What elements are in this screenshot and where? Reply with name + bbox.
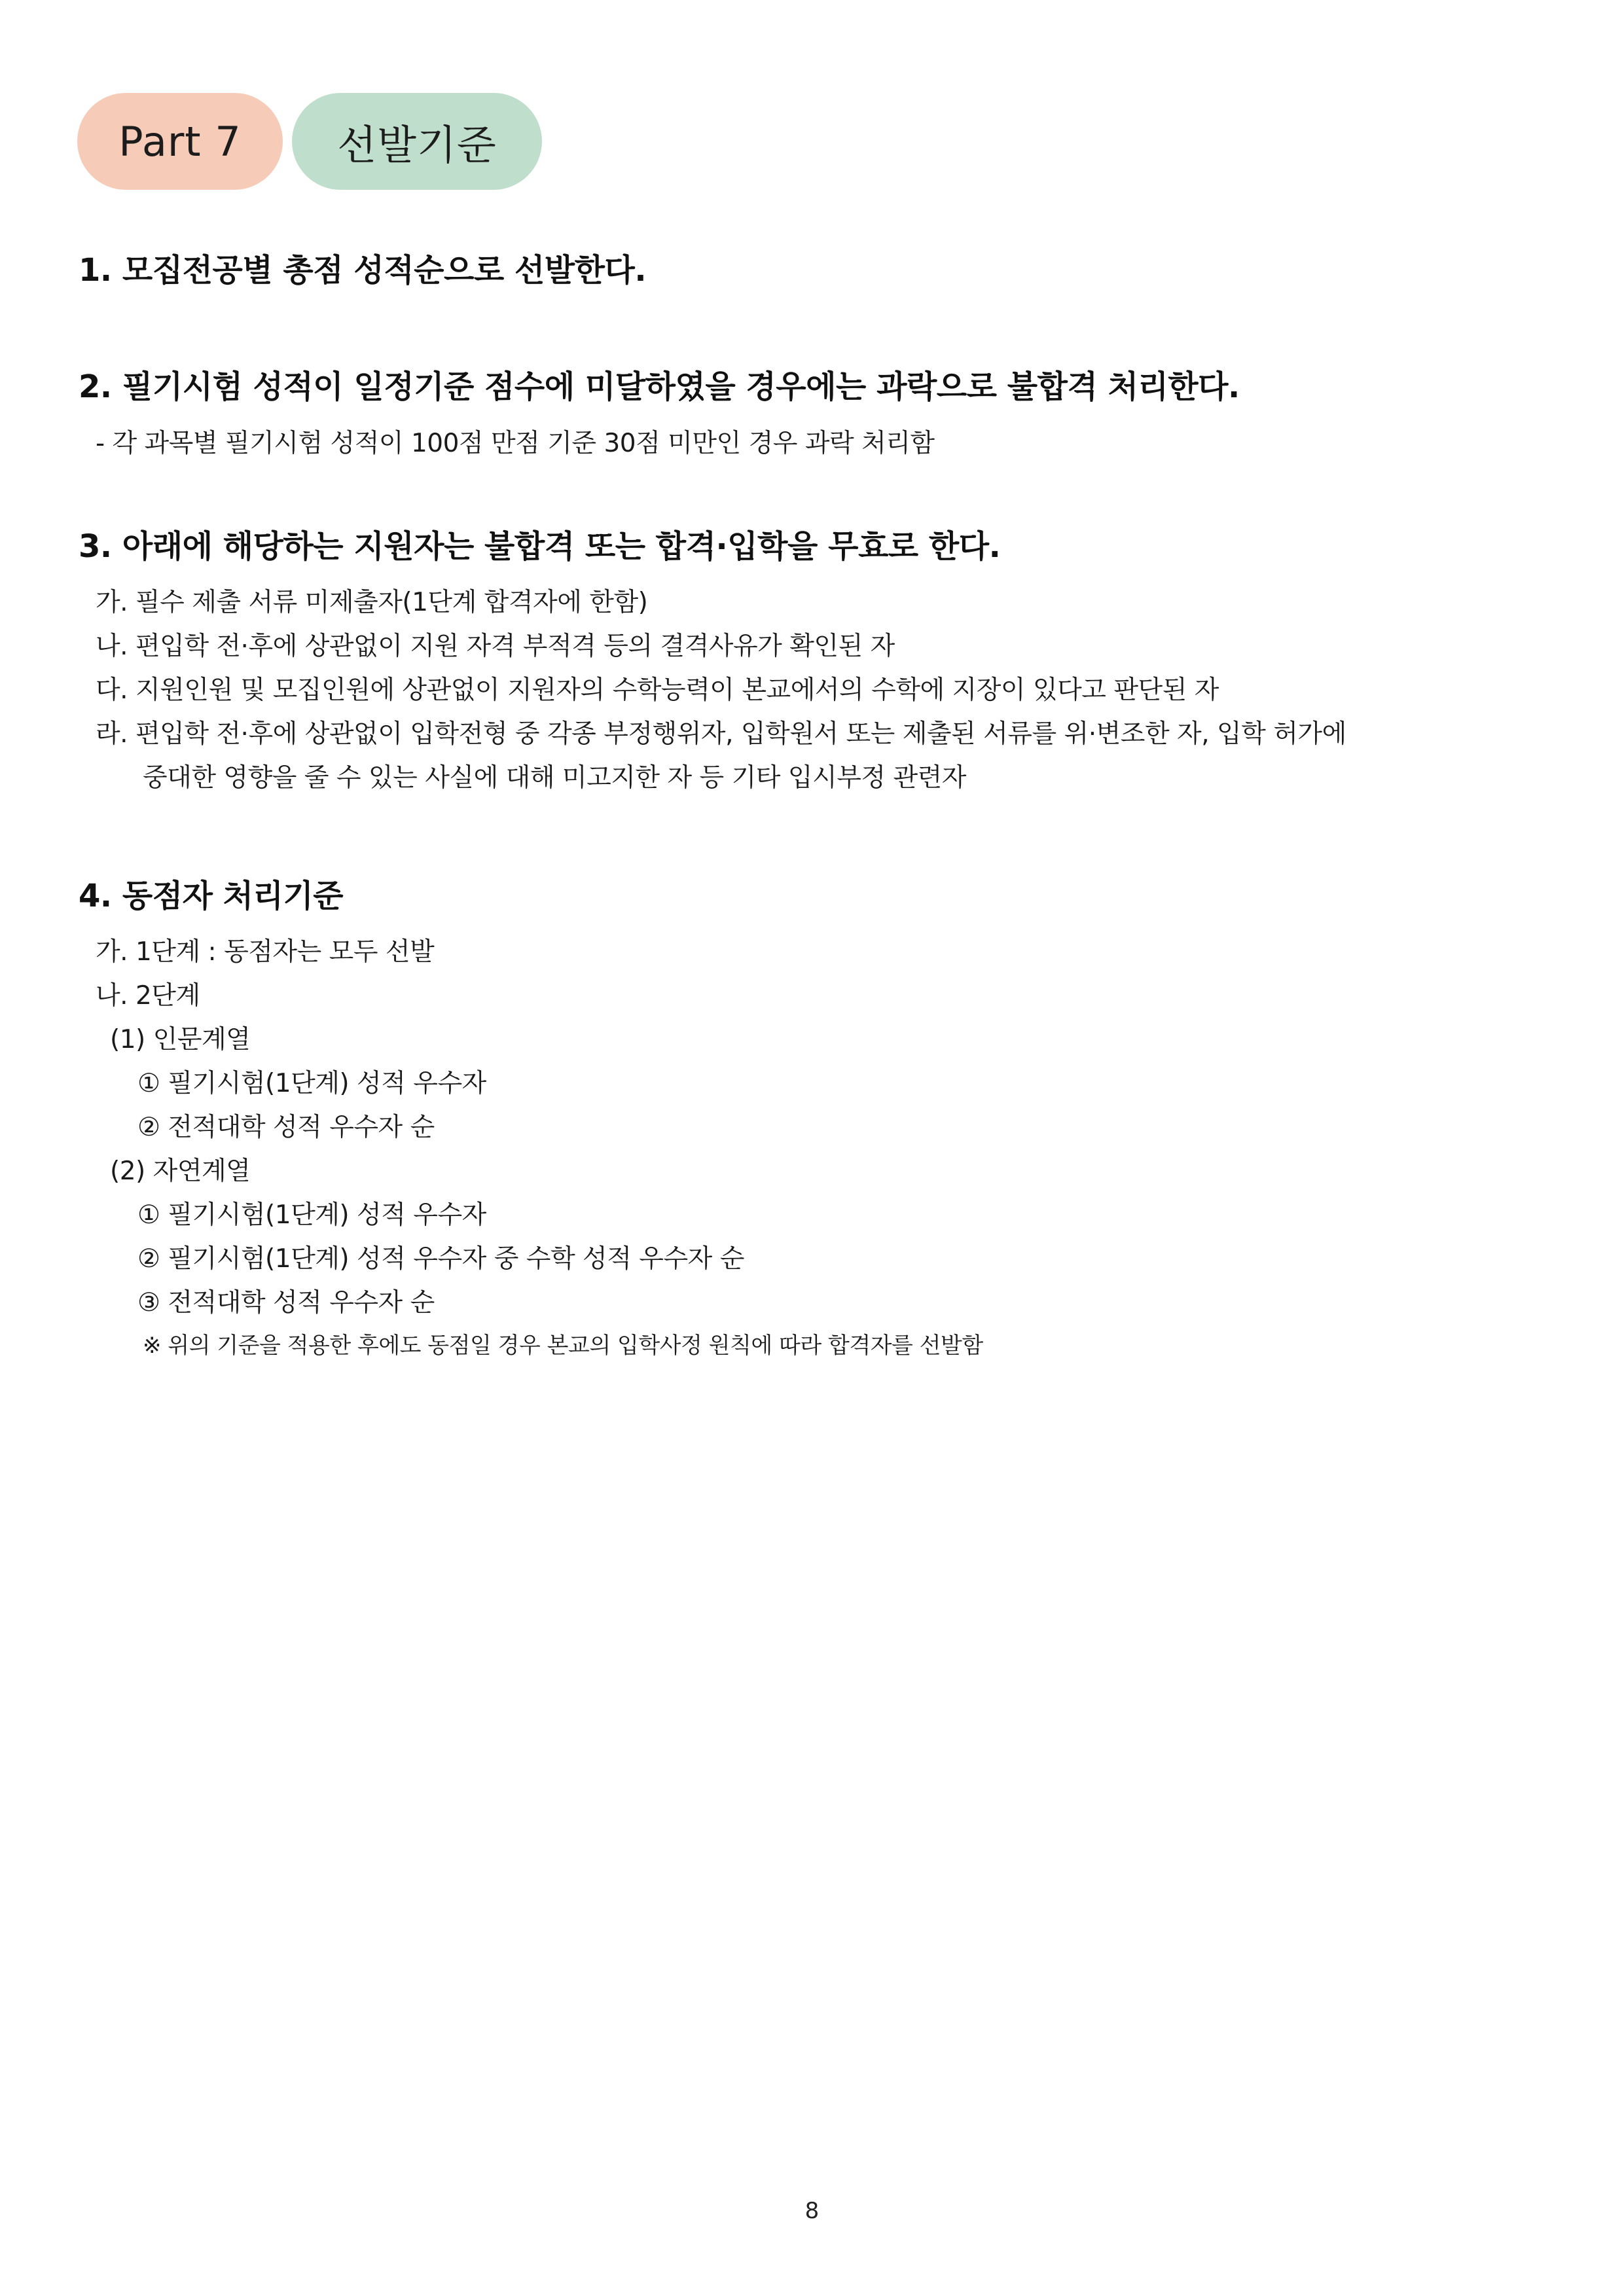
disqualification-item: 다. 지원인원 및 모집인원에 상관없이 지원자의 수학능력이 본교에서의 수학에 지장이 있다고 판단된 자 xyxy=(96,675,1219,705)
criterion-3-heading: 3. 아래에 해당하는 지원자는 불합격 또는 합격·입학을 무효로 한다. xyxy=(79,528,1001,565)
part-badge: Part 7 xyxy=(77,93,283,190)
tiebreak-stage-2: 나. 2단계 xyxy=(96,981,200,1011)
disqualification-item: 나. 편입학 전·후에 상관없이 지원 자격 부적격 등의 결격사유가 확인된 자 xyxy=(96,632,895,661)
science-label: (2) 자연계열 xyxy=(110,1157,251,1186)
humanities-rule: ① 필기시험(1단계) 성적 우수자 xyxy=(137,1069,486,1098)
criterion-4-heading: 4. 동점자 처리기준 xyxy=(79,878,344,914)
humanities-label: (1) 인문계열 xyxy=(110,1025,251,1054)
tiebreak-stage-1: 가. 1단계 : 동점자는 모두 선발 xyxy=(96,937,435,967)
disqualification-item: 라. 편입학 전·후에 상관없이 입학전형 중 각종 부정행위자, 입학원서 또는 제출된 서류를 위·변조한 자, 입학 허가에 xyxy=(96,719,1346,749)
section-title-badge: 선발기준 xyxy=(292,93,542,190)
page-number: 8 xyxy=(804,2198,820,2224)
section-header xyxy=(77,93,542,190)
criterion-2-note: - 각 과목별 필기시험 성적이 100점 만점 기준 30점 미만인 경우 과락 처리함 xyxy=(96,429,935,458)
tiebreak-footnote: ※ 위의 기준을 적용한 후에도 동점일 경우 본교의 입학사정 원칙에 따라 합격자를 선발함 xyxy=(143,1333,983,1359)
science-rule: ② 필기시험(1단계) 성적 우수자 중 수학 성적 우수자 순 xyxy=(137,1244,744,1274)
humanities-rule: ② 전적대학 성적 우수자 순 xyxy=(137,1113,435,1142)
criterion-2-heading: 2. 필기시험 성적이 일정기준 점수에 미달하였을 경우에는 과락으로 불합격 처리한다. xyxy=(79,368,1240,405)
disqualification-item: 가. 필수 제출 서류 미제출자(1단계 합격자에 한함) xyxy=(96,588,648,617)
science-rule: ① 필기시험(1단계) 성적 우수자 xyxy=(137,1200,486,1230)
disqualification-item-continued: 중대한 영향을 줄 수 있는 사실에 대해 미고지한 자 등 기타 입시부정 관련자 xyxy=(143,763,966,793)
science-rule: ③ 전적대학 성적 우수자 순 xyxy=(137,1288,435,1318)
criterion-1-heading: 1. 모집전공별 총점 성적순으로 선발한다. xyxy=(79,252,647,289)
